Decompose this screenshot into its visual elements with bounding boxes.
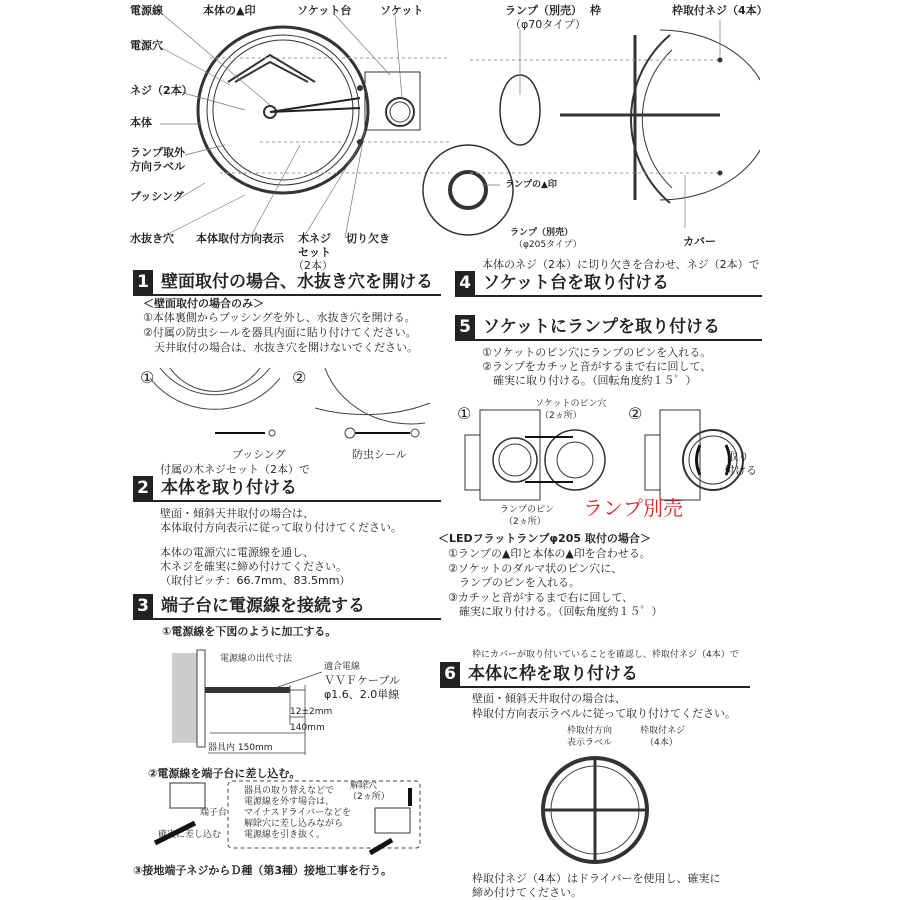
label-cover: カバー [683, 235, 716, 248]
step2-line: （取付ピッチ：66.7mm、83.5mm） [160, 574, 351, 587]
step6-line: 壁面・傾斜天井取付の場合は、 [472, 692, 626, 705]
dim-140: 140mm [290, 723, 325, 733]
led-line: ランプのピンを入れる。 [448, 576, 580, 589]
step1-line: ①本体裏側からブッシングを外し、水抜き穴を開ける。 [143, 311, 416, 324]
label-lamp70-1: ランプ（別売） [505, 4, 582, 17]
step2-line: 木ネジを確実に締め付けてください。 [160, 560, 347, 573]
label-screw-2: （4本） [645, 738, 678, 748]
step1-insect-seal-label: 防虫シール [352, 448, 407, 461]
step1-fig1-marker: ① [140, 368, 155, 387]
step5-line: 確実に取り付ける。（回転角度約１５゜） [482, 374, 697, 387]
note-line: 器具の取り替えなどで [244, 786, 335, 796]
led-line: 確実に取り付ける。（回転角度約１５゜） [448, 605, 663, 618]
led-line: ②ソケットのダルマ状のピン穴に、 [448, 562, 623, 575]
terminal-label: 端子台 [200, 808, 228, 818]
step2-line: 本体の電源穴に電源線を通し、 [160, 546, 314, 559]
lamp-pin-2: （2ヵ所） [504, 517, 546, 527]
note-line: 解除穴に差し込みながら [244, 819, 344, 829]
step1-fig2-marker: ② [292, 368, 307, 387]
step1-header [133, 270, 441, 296]
step4-number: 4 [455, 271, 475, 295]
step1-line: ②付属の防虫シールを器具内面に貼り付けてください。 [143, 326, 417, 339]
step3-item3: ③接地端子ネジからＤ種（第3種）接地工事を行う。 [133, 864, 392, 877]
label-dir-2: 表示ラベル [567, 738, 613, 748]
step5-title: ソケットにランプを取り付ける [483, 317, 720, 337]
wire-type-2: ＶＶＦケーブル [324, 674, 401, 687]
step2-line: 壁面・傾斜天井取付の場合は、 [160, 507, 314, 520]
step1-number: 1 [133, 270, 153, 294]
label-drain-hole: 水抜き穴 [130, 232, 174, 245]
frame-installed-diagram [535, 752, 655, 867]
label-lamp-mark: ランプの▲印 [505, 180, 557, 190]
note-line: 電源線を引き抜く。 [244, 830, 325, 840]
step6-header [440, 662, 750, 688]
wire-dim-title: 電源線の出代寸法 [220, 654, 293, 664]
step1-line: 天井取付の場合は、水抜き穴を開けないでください。 [143, 341, 418, 354]
label-lamp70-2: （φ70タイプ） [510, 18, 586, 31]
note-line: マイナスドライバーなどを [244, 808, 352, 818]
step3-number: 3 [133, 594, 153, 618]
label-frame: 枠 [590, 4, 601, 17]
led-line: ③カチッと音がするまで右に回して、 [448, 591, 634, 604]
step2-number: 2 [133, 476, 153, 500]
label-lamp-removal-1: ランプ取外 [130, 146, 185, 159]
lamp-pin-1: ランプのピン [500, 505, 555, 515]
pin-hole-2: （2ヵ所） [540, 411, 582, 421]
step2-line: 本体取付方向表示に従って取り付けてください。 [160, 521, 402, 534]
step1-title: 壁面取付の場合、水抜き穴を開ける [161, 272, 433, 292]
label-lamp-removal-2: 方向ラベル [130, 160, 185, 173]
label-body-direction: 本体取付方向表示 [196, 232, 284, 245]
label-wood-screw-2: セット [298, 246, 331, 259]
led-title: ＜LEDフラットランプφ205 取付の場合＞ [438, 532, 651, 545]
step5-line: ②ランプをカチッと音がするまで右に回して、 [482, 360, 712, 373]
label-socket-base: ソケット台 [297, 4, 352, 17]
step6-number: 6 [440, 662, 460, 686]
label-notch: 切り欠き [346, 232, 390, 245]
dim-150: 器具内 150mm [208, 743, 273, 753]
label-wood-screw-3: （2本） [293, 259, 333, 272]
step1-bushing-label: ブッシング [232, 448, 286, 461]
step1-subtitle: ＜壁面取付の場合のみ＞ [143, 297, 264, 310]
lamp-sold-separately: ランプ別売 [583, 496, 683, 520]
attach-2: 付ける [724, 464, 757, 477]
step6-footer: 締め付けてください。 [472, 886, 582, 899]
step4-title: ソケット台を取り付ける [483, 273, 669, 293]
frame-cover-diagram [420, 0, 760, 250]
led-line: ①ランプの▲印と本体の▲印を合わせる。 [448, 547, 651, 560]
pin-hole-1: ソケットのピン穴 [535, 399, 607, 409]
release-hole-1: 解除穴 [350, 781, 378, 791]
label-screw-1: 枠取付ネジ [640, 726, 686, 736]
step3-header [133, 594, 441, 620]
step5-fig2-marker: ② [628, 404, 643, 423]
label-lamp205-2: （φ205タイプ） [514, 240, 582, 250]
wire-type-3: φ1.6、2.0単線 [324, 688, 400, 701]
label-socket: ソケット [380, 4, 424, 17]
attach-1: 取り [727, 450, 749, 463]
wire-type-1: 適合電線 [324, 662, 361, 672]
step5-number: 5 [455, 315, 475, 339]
label-frame-screws: 枠取付ネジ（4本） [672, 4, 768, 17]
step5-header [455, 315, 762, 341]
step2-pre: 付属の木ネジセット（2本）で [160, 463, 310, 476]
label-wood-screw-1: 木ネジ [298, 232, 331, 245]
note-line: 電源線を外す場合は、 [244, 797, 335, 807]
label-power-hole: 電源穴 [130, 39, 163, 52]
dim-strip: 12±2mm [290, 707, 333, 717]
step6-title: 本体に枠を取り付ける [468, 664, 638, 684]
label-body-mark: 本体の▲印 [203, 4, 256, 17]
insert-label: 確実に差し込む [158, 830, 222, 840]
label-power-wire: 電源線 [130, 4, 163, 17]
step3-title: 端子台に電源線を接続する [161, 596, 365, 616]
label-lamp205-1: ランプ（別売） [510, 228, 574, 238]
step6-pre: 枠にカバーが取り付いていることを確認し、枠取付ネジ（4本）で [472, 650, 739, 660]
step6-footer: 枠取付ネジ（4本）はドライバーを使用し、確実に [472, 872, 721, 885]
step3-item1: ①電源線を下図のように加工する。 [162, 625, 337, 638]
step1-figures [130, 368, 440, 458]
wire-dimension-diagram [160, 645, 440, 760]
body-exploded-diagram [120, 0, 450, 260]
label-bushing: ブッシング [130, 190, 184, 203]
label-dir-1: 枠取付方向 [567, 726, 613, 736]
step3-item2: ②電源線を端子台に差し込む。 [148, 767, 301, 780]
step6-line: 枠取付方向表示ラベルに従って取り付けてください。 [472, 707, 736, 720]
label-body: 本体 [130, 116, 152, 129]
label-screws: ネジ（2本） [130, 84, 193, 97]
step5-fig1-marker: ① [457, 404, 472, 423]
step5-line: ①ソケットのピン穴にランプのピンを入れる。 [482, 346, 712, 359]
step4-pre: 本体のネジ（2本）に切り欠きを合わせ、ネジ（2本）で [482, 258, 760, 271]
step4-header [455, 271, 762, 297]
step2-title: 本体を取り付ける [161, 478, 297, 498]
release-hole-2: （2ヵ所） [348, 792, 390, 802]
step2-header [133, 476, 441, 502]
